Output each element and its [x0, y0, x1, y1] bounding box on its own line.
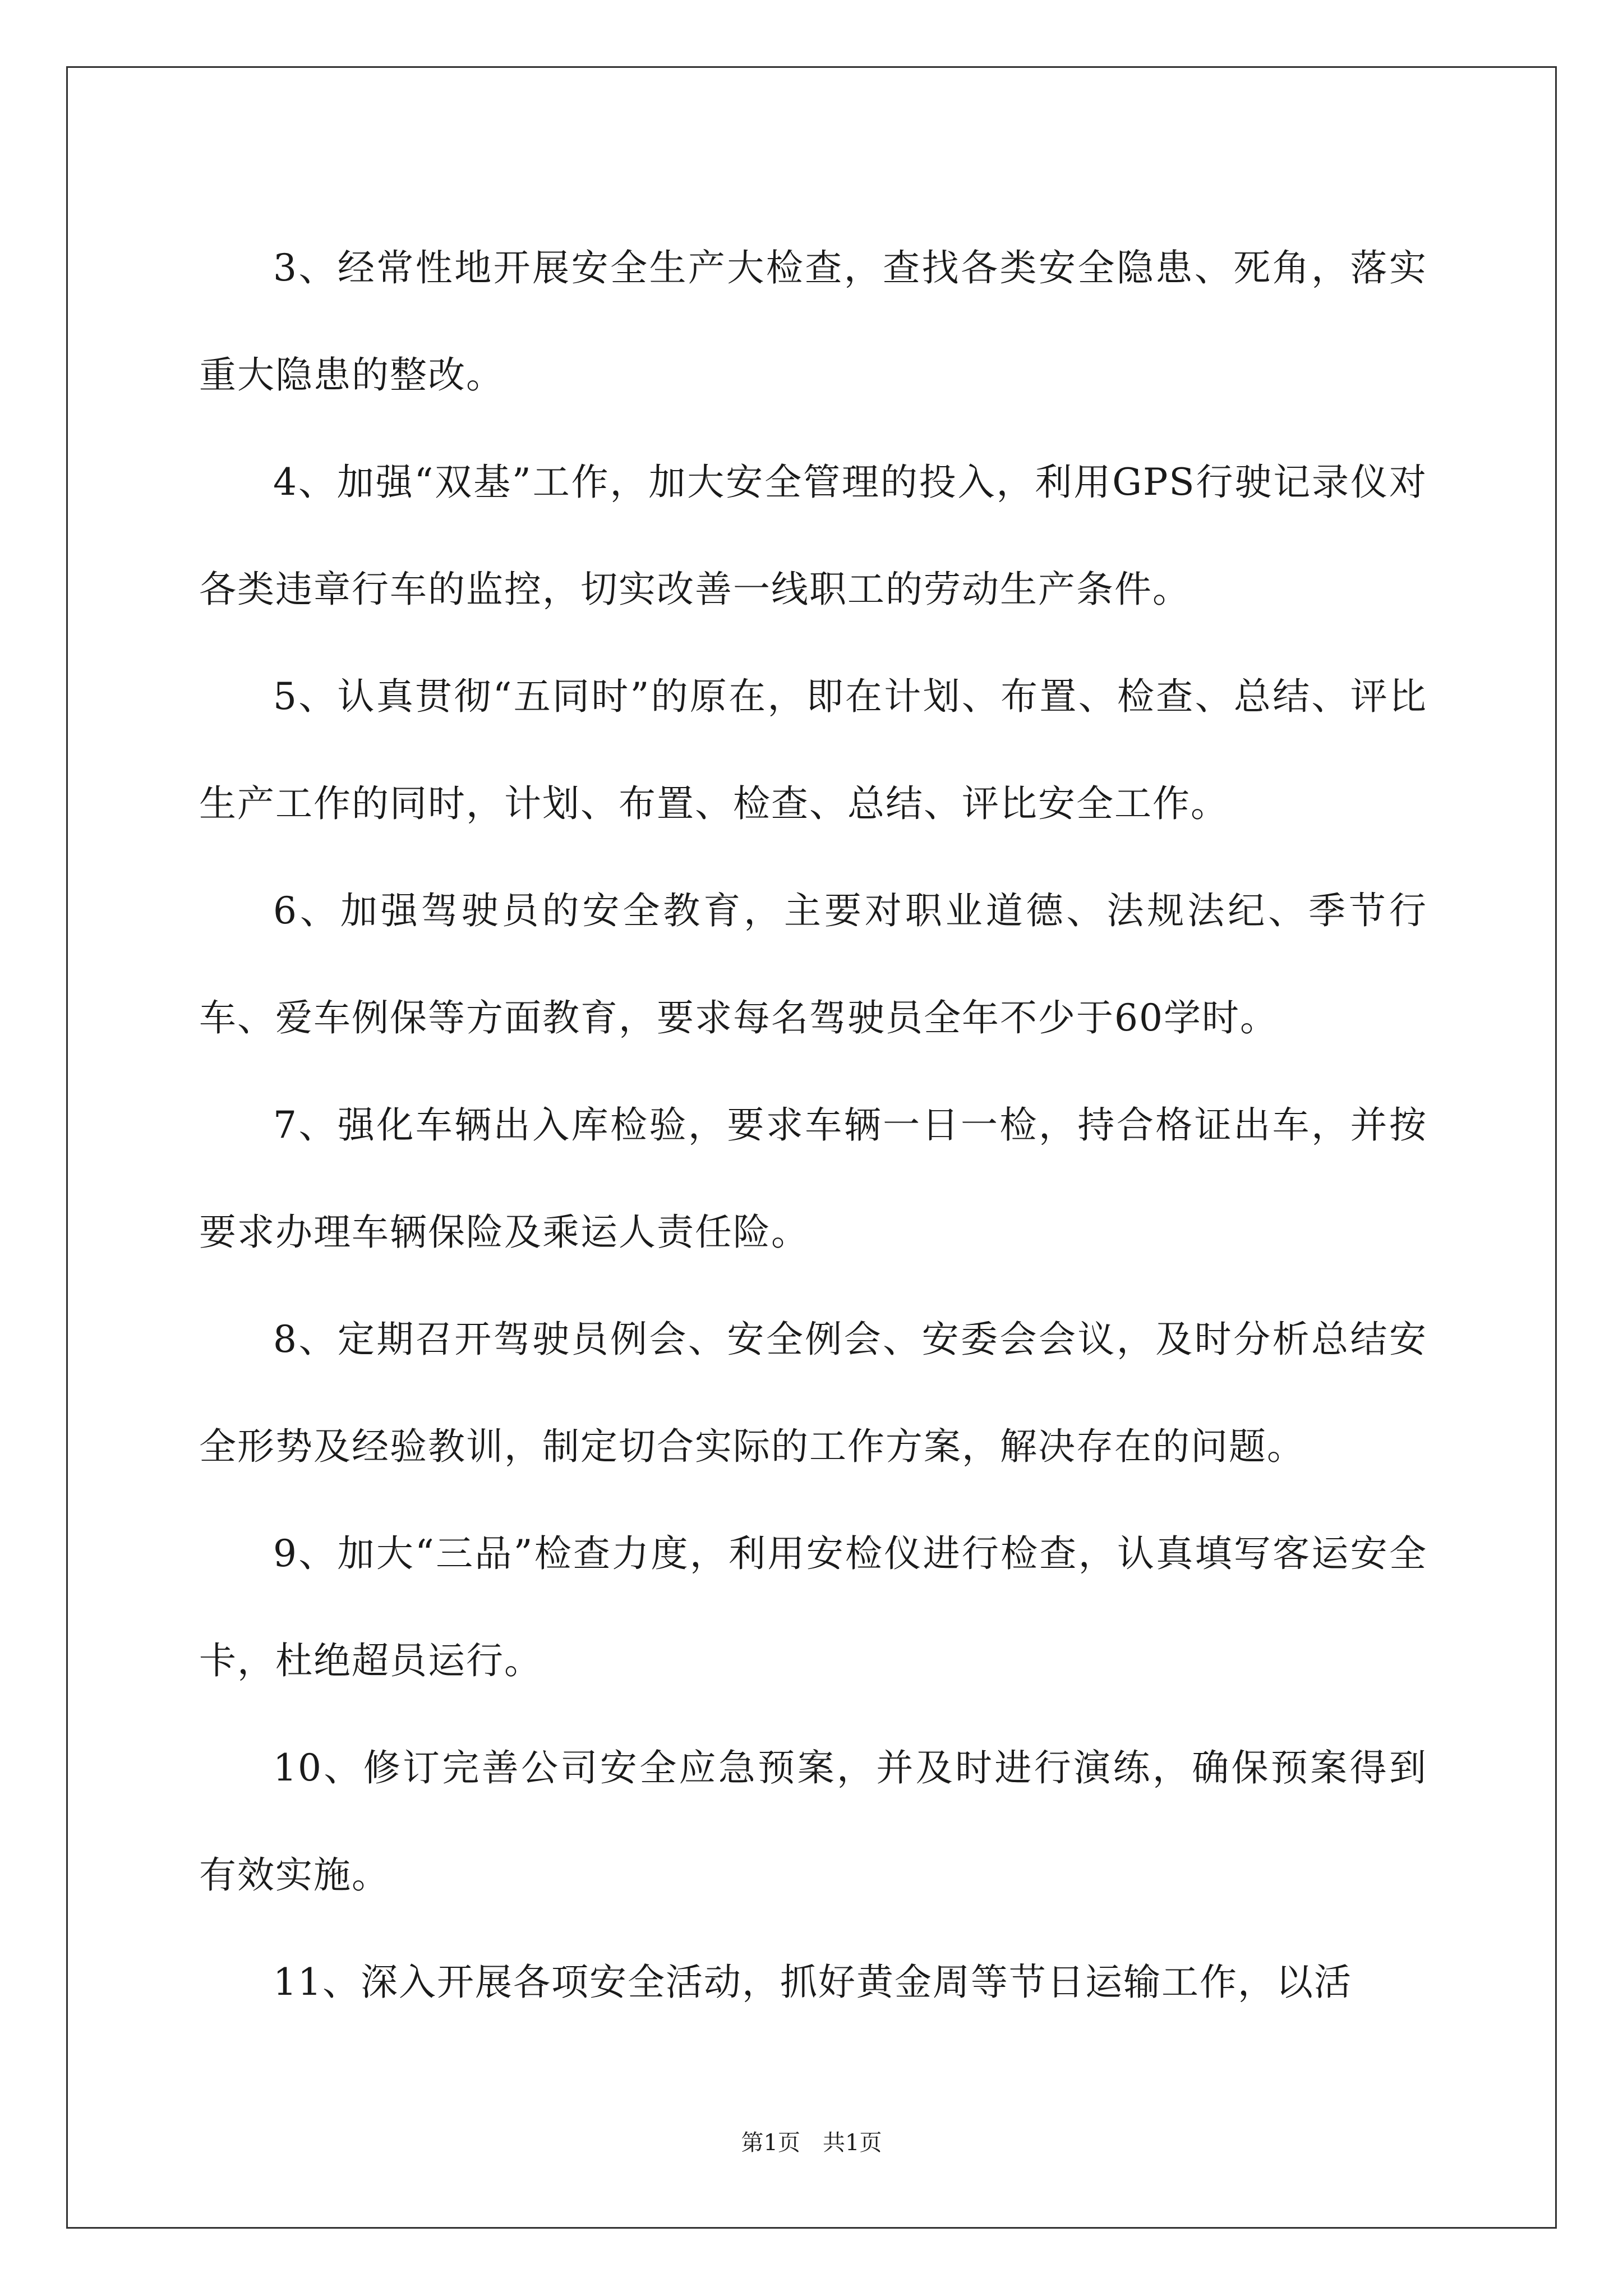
paragraph-3: 3、经常性地开展安全生产大检查，查找各类安全隐患、死角，落实重大隐患的整改。 [199, 246, 1427, 397]
paragraph-11: 11、深入开展各项安全活动，抓好黄金周等节日运输工作，以活 [273, 1961, 1352, 2004]
paragraph-5: 5、认真贯彻“五同时”的原在，即在计划、布置、检查、总结、评比生产工作的同时，计划、布置、检查、总结、评比安全工作。 [199, 675, 1427, 825]
paragraph-7: 7、强化车辆出入库检验，要求车辆一日一检，持合格证出车，并按要求办理车辆保险及乘运人责任险。 [199, 1103, 1427, 1254]
page-footer [0, 2125, 1623, 2157]
paragraph-10: 10、修订完善公司安全应急预案，并及时进行演练，确保预案得到有效实施。 [199, 1746, 1427, 1897]
page-number: 第1页 [741, 2130, 800, 2156]
page-total: 共1页 [823, 2130, 882, 2156]
paragraph-4: 4、加强“双基”工作，加大安全管理的投入，利用GPS行驶记录仪对各类违章行车的监控，切实改善一线职工的劳动生产条件。 [199, 461, 1427, 611]
paragraph-8: 8、定期召开驾驶员例会、安全例会、安委会会议，及时分析总结安全形势及经验教训，制定切合实际的工作方案，解决存在的问题。 [199, 1318, 1427, 1468]
document-body [199, 214, 1427, 2036]
paragraph-6: 6、加强驾驶员的安全教育，主要对职业道德、法规法纪、季节行车、爱车例保等方面教育，要求每名驾驶员全年不少于60学时。 [199, 889, 1427, 1039]
paragraph-9: 9、加大“三品”检查力度，利用安检仪进行检查，认真填写客运安全卡，杜绝超员运行。 [199, 1532, 1427, 1682]
